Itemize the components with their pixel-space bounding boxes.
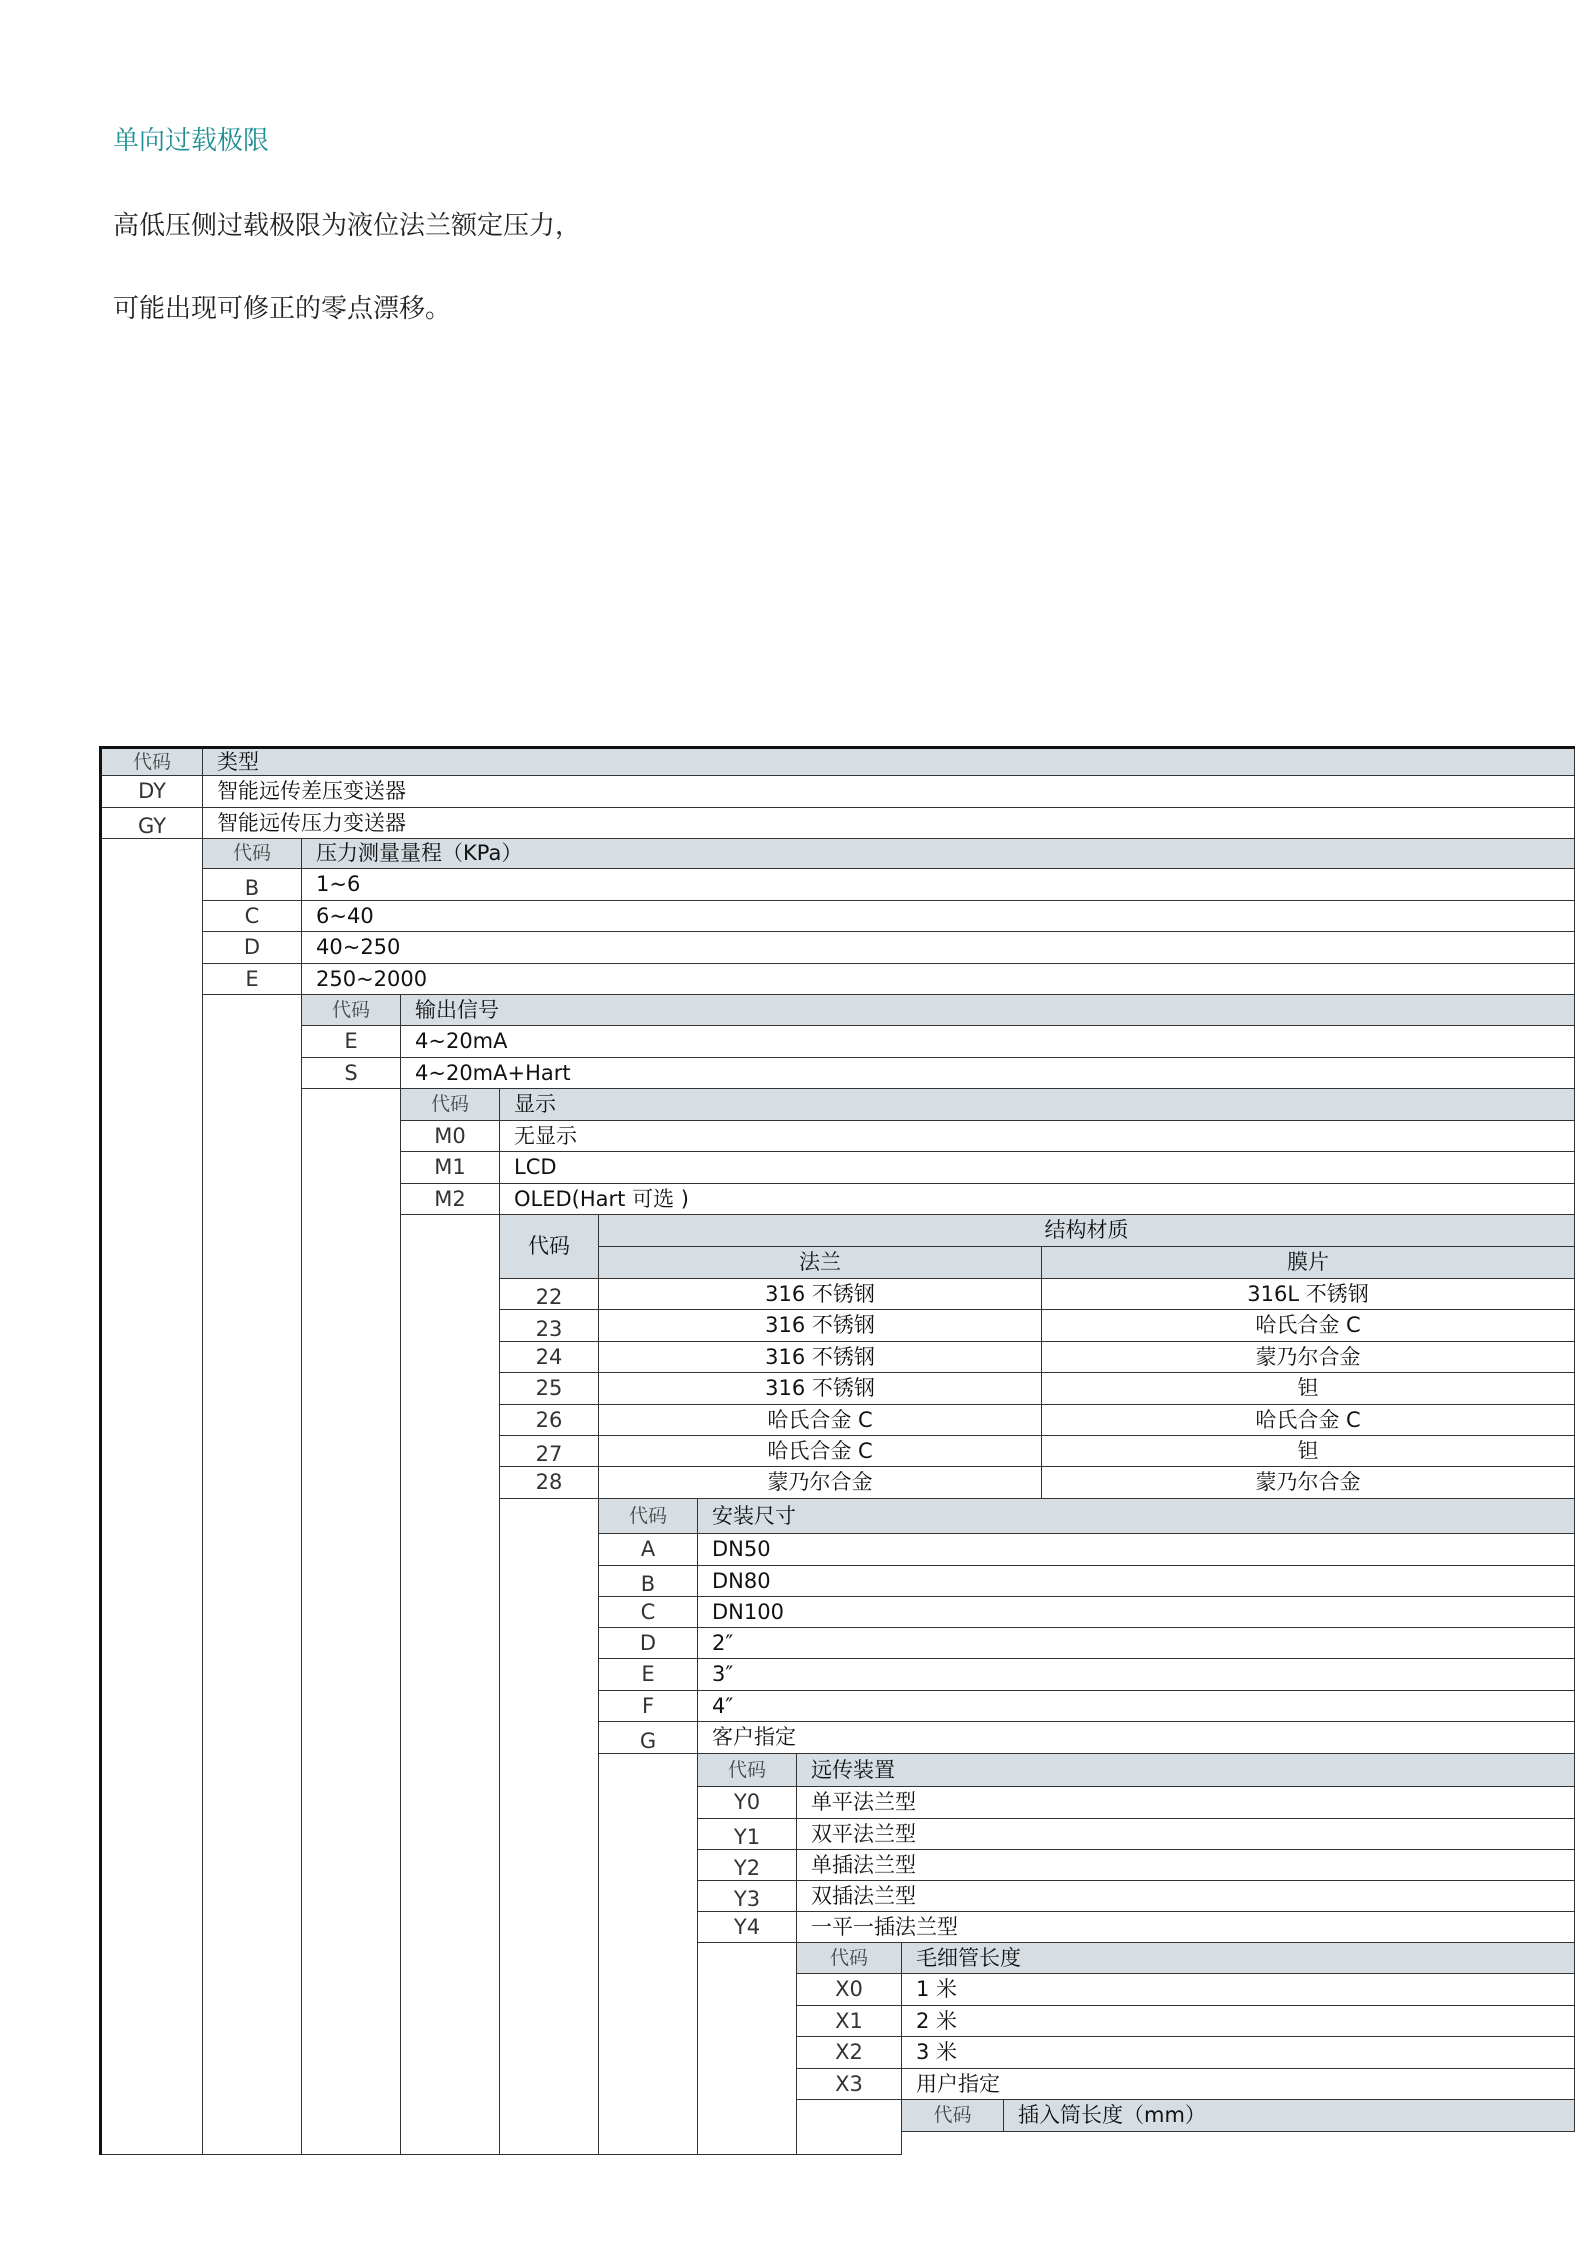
remote-value: 一平一插法兰型 (797, 1912, 1575, 1943)
remote-code-header: 代码 (698, 1754, 797, 1787)
insert-title: 插入筒长度（mm） (1004, 2100, 1575, 2132)
capillary-value: 2 米 (902, 2006, 1575, 2037)
indent-rule (202, 839, 203, 2155)
display-code: M0 (401, 1121, 500, 1152)
material-diaphragm: 蒙乃尔合金 (1042, 1342, 1575, 1373)
material-title: 结构材质 (599, 1215, 1575, 1247)
capillary-code: X3 (797, 2069, 902, 2100)
display-value: LCD (500, 1152, 1575, 1184)
type-code-header: 代码 (102, 749, 203, 776)
indent-rule (796, 1943, 797, 2155)
material-diaphragm: 钽 (1042, 1373, 1575, 1405)
install-value: 2″ (698, 1628, 1575, 1659)
indent-rule (301, 995, 302, 2155)
install-code: F (599, 1691, 698, 1722)
capillary-value: 用户指定 (902, 2069, 1575, 2100)
output-code: S (302, 1058, 401, 1089)
remote-code: Y2 (698, 1850, 797, 1881)
install-code: E (599, 1659, 698, 1691)
table-bottom-rule (102, 2154, 902, 2155)
display-value: OLED(Hart 可选 ) (500, 1184, 1575, 1215)
install-value: 客户指定 (698, 1722, 1575, 1754)
remote-code: Y0 (698, 1787, 797, 1819)
material-diaphragm-header: 膜片 (1042, 1247, 1575, 1279)
material-diaphragm: 哈氏合金 C (1042, 1310, 1575, 1342)
display-code: M1 (401, 1152, 500, 1184)
material-diaphragm: 316L 不锈钢 (1042, 1279, 1575, 1310)
type-title: 类型 (203, 749, 1575, 776)
capillary-code: X2 (797, 2037, 902, 2069)
output-code: E (302, 1026, 401, 1058)
range-code: B (203, 869, 302, 901)
range-value: 40~250 (302, 932, 1575, 964)
paragraph-1: 高低压侧过载极限为液位法兰额定压力， (113, 211, 582, 241)
install-title: 安装尺寸 (698, 1499, 1575, 1534)
material-code: 22 (500, 1279, 599, 1310)
type-code: DY (102, 776, 203, 808)
remote-value: 单平法兰型 (797, 1787, 1575, 1819)
material-flange-header: 法兰 (599, 1247, 1042, 1279)
indent-rule (901, 2100, 902, 2155)
install-code: B (599, 1566, 698, 1597)
indent-rule (697, 1754, 698, 2155)
display-code: M2 (401, 1184, 500, 1215)
install-value: DN100 (698, 1597, 1575, 1628)
range-code: C (203, 901, 302, 932)
range-value: 250~2000 (302, 964, 1575, 995)
range-title: 压力测量量程（KPa） (302, 839, 1575, 869)
material-flange: 哈氏合金 C (599, 1405, 1042, 1436)
material-flange: 316 不锈钢 (599, 1310, 1042, 1342)
remote-title: 远传装置 (797, 1754, 1575, 1787)
range-code: D (203, 932, 302, 964)
install-value: DN80 (698, 1566, 1575, 1597)
install-code: G (599, 1722, 698, 1754)
material-code: 23 (500, 1310, 599, 1342)
insert-code-header: 代码 (902, 2100, 1004, 2132)
type-name: 智能远传差压变送器 (203, 776, 1575, 808)
capillary-value: 1 米 (902, 1974, 1575, 2006)
type-code: GY (102, 808, 203, 839)
material-flange: 316 不锈钢 (599, 1342, 1042, 1373)
indent-rule (499, 1215, 500, 2155)
indent-rule (598, 1499, 599, 2155)
material-code: 24 (500, 1342, 599, 1373)
capillary-title: 毛细管长度 (902, 1943, 1575, 1974)
install-value: 3″ (698, 1659, 1575, 1691)
output-title: 输出信号 (401, 995, 1575, 1026)
model-selection-table (99, 746, 1575, 2155)
range-code: E (203, 964, 302, 995)
capillary-value: 3 米 (902, 2037, 1575, 2069)
install-code: D (599, 1628, 698, 1659)
remote-code: Y3 (698, 1881, 797, 1912)
remote-value: 单插法兰型 (797, 1850, 1575, 1881)
indent-rule (400, 1089, 401, 2155)
output-value: 4~20mA (401, 1026, 1575, 1058)
material-diaphragm: 蒙乃尔合金 (1042, 1467, 1575, 1499)
range-code-header: 代码 (203, 839, 302, 869)
display-code-header: 代码 (401, 1089, 500, 1121)
material-flange: 316 不锈钢 (599, 1279, 1042, 1310)
capillary-code: X1 (797, 2006, 902, 2037)
remote-code: Y4 (698, 1912, 797, 1943)
material-diaphragm: 哈氏合金 C (1042, 1405, 1575, 1436)
display-value: 无显示 (500, 1121, 1575, 1152)
material-code: 25 (500, 1373, 599, 1405)
material-code: 28 (500, 1467, 599, 1499)
install-code-header: 代码 (599, 1499, 698, 1534)
material-code: 27 (500, 1436, 599, 1467)
install-code: A (599, 1534, 698, 1566)
remote-code: Y1 (698, 1819, 797, 1850)
display-title: 显示 (500, 1089, 1575, 1121)
material-flange: 蒙乃尔合金 (599, 1467, 1042, 1499)
capillary-code-header: 代码 (797, 1943, 902, 1974)
material-flange: 316 不锈钢 (599, 1373, 1042, 1405)
range-value: 1~6 (302, 869, 1575, 901)
capillary-code: X0 (797, 1974, 902, 2006)
install-code: C (599, 1597, 698, 1628)
remote-value: 双平法兰型 (797, 1819, 1575, 1850)
range-value: 6~40 (302, 901, 1575, 932)
output-value: 4~20mA+Hart (401, 1058, 1575, 1089)
remote-value: 双插法兰型 (797, 1881, 1575, 1912)
material-diaphragm: 钽 (1042, 1436, 1575, 1467)
section-heading: 单向过载极限 (113, 126, 270, 156)
install-value: 4″ (698, 1691, 1575, 1722)
material-flange: 哈氏合金 C (599, 1436, 1042, 1467)
install-value: DN50 (698, 1534, 1575, 1566)
output-code-header: 代码 (302, 995, 401, 1026)
material-code-header: 代码 (500, 1215, 599, 1279)
type-name: 智能远传压力变送器 (203, 808, 1575, 839)
paragraph-2: 可能出现可修正的零点漂移。 (113, 294, 452, 324)
material-code: 26 (500, 1405, 599, 1436)
